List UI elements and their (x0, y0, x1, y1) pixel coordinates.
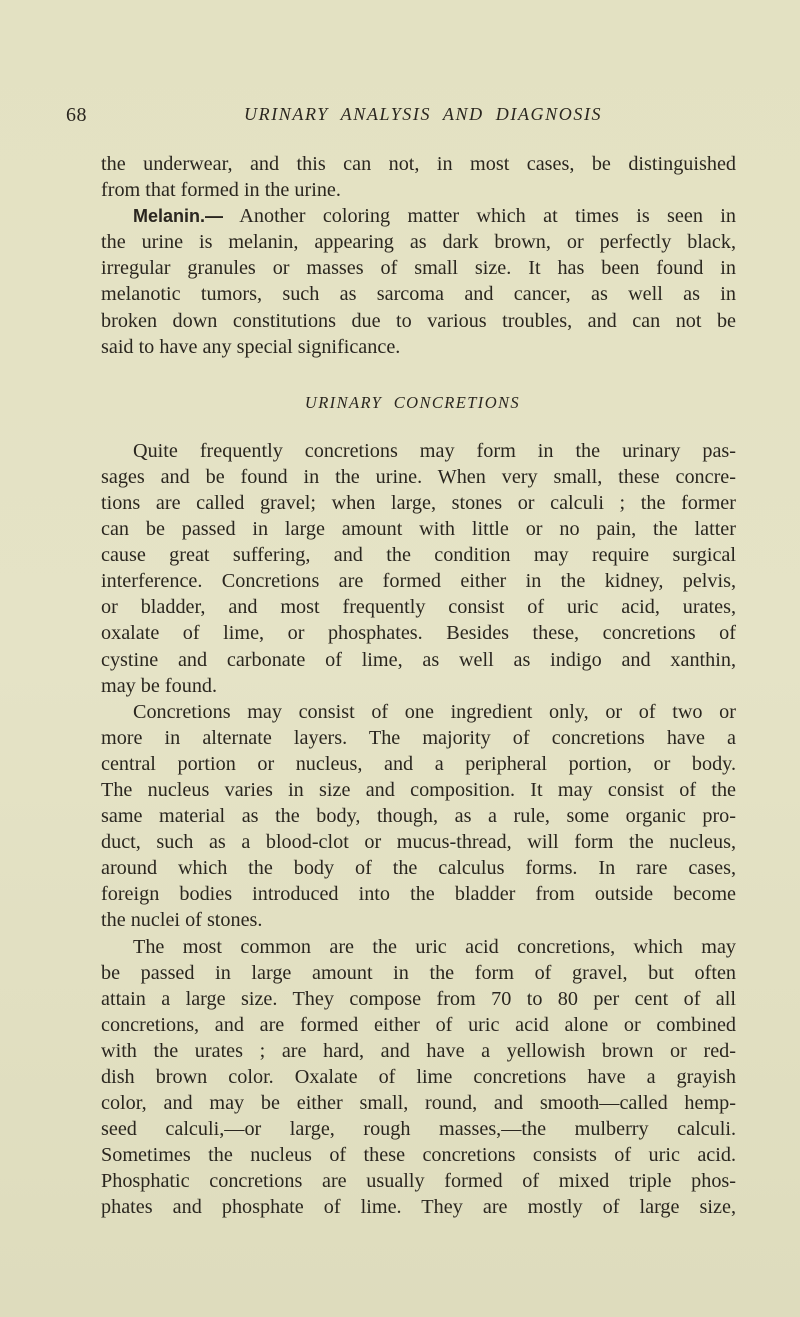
paragraph-concretion-structure (101, 699, 736, 934)
paragraph-underwear-continuation (101, 151, 736, 203)
text-line: with the urates ; are hard, and have a yellowish brown or red- (101, 1039, 736, 1062)
text-line: seed calculi,—or large, rough masses,—the mulberry calculi. (101, 1118, 736, 1141)
paragraph-melanin (101, 203, 736, 360)
text-line: oxalate of lime, or phosphates. Besides these, concretions of (101, 622, 736, 645)
paragraph-uric-acid-concretions (101, 934, 736, 1221)
text-line: or bladder, and most frequently consist of uric acid, urates, (101, 596, 736, 619)
run-in-heading-melanin: Melanin.— (133, 206, 224, 227)
body-text (101, 151, 736, 1221)
text-line: dish brown color. Oxalate of lime concretions have a grayish (101, 1066, 736, 1088)
text-line: be passed in large amount in the form of gravel, but often (101, 961, 736, 984)
text-line: attain a large size. They compose from 70 to 80 per cent of all (101, 987, 736, 1010)
text-line: sages and be found in the urine. When very small, these concre- (101, 465, 736, 488)
text-line: foreign bodies introduced into the bladder from outside become (101, 883, 736, 906)
text-line: cystine and carbonate of lime, as well as indigo and xanthin, (101, 648, 736, 671)
text-line: around which the body of the calculus forms. In rare cases, (101, 857, 736, 880)
text-line: the nuclei of stones. (101, 909, 263, 932)
text-line: The most common are the uric acid concretions, which may (133, 935, 736, 958)
text-line: tions are called gravel; when large, stones or calculi ; the former (101, 491, 736, 514)
text-run: Another coloring matter which at times is seen in (239, 205, 737, 228)
text-line: the underwear, and this can not, in most cases, be distinguished (101, 153, 736, 175)
text-line: duct, such as a blood-clot or mucus-thread, will form the nucleus, (101, 831, 736, 854)
text-line: melanotic tumors, such as sarcoma and cancer, as well as in (101, 283, 736, 306)
text-line: color, and may be either small, round, and smooth—called hemp- (101, 1092, 736, 1115)
text-line: interference. Concretions are formed either in the kidney, pelvis, (101, 570, 736, 593)
text-line: broken down constitutions due to various troubles, and can not be (101, 309, 736, 332)
text-line: Phosphatic concretions are usually formed of mixed triple phos- (101, 1170, 736, 1193)
text-line: the urine is melanin, appearing as dark brown, or perfectly black, (101, 231, 736, 254)
text-line: Concretions may consist of one ingredient only, or of two or (133, 700, 736, 723)
text-line: same material as the body, though, as a rule, some organic pro- (101, 805, 736, 828)
page-number: 68 (66, 104, 87, 126)
paragraph-concretions-intro (101, 438, 736, 699)
text-line: may be found. (101, 674, 218, 697)
text-line: central portion or nucleus, and a peripheral portion, or body. (101, 752, 736, 775)
text-line: said to have any special significance. (101, 335, 401, 358)
text-line: Sometimes the nucleus of these concretions consists of uric acid. (101, 1144, 736, 1167)
text-line: irregular granules or masses of small size. It has been found in (101, 257, 736, 280)
running-head (66, 104, 736, 130)
text-line: Quite frequently concretions may form in the urinary pas- (133, 439, 736, 462)
text-line: from that formed in the urine. (101, 179, 341, 202)
running-title: URINARY ANALYSIS AND DIAGNOSIS (244, 104, 603, 124)
text-line: cause great suffering, and the condition may require surgical (101, 544, 736, 567)
text-line (101, 203, 736, 229)
text-line: more in alternate layers. The majority of concretions have a (101, 726, 736, 749)
text-line: phates and phosphate of lime. They are mostly of large size, (101, 1196, 736, 1219)
text-line: The nucleus varies in size and composition. It may consist of the (101, 778, 736, 801)
section-heading: URINARY CONCRETIONS (304, 392, 521, 412)
text-line: can be passed in large amount with little or no pain, the latter (101, 518, 736, 541)
text-line: concretions, and are formed either of uric acid alone or combined (101, 1013, 736, 1036)
